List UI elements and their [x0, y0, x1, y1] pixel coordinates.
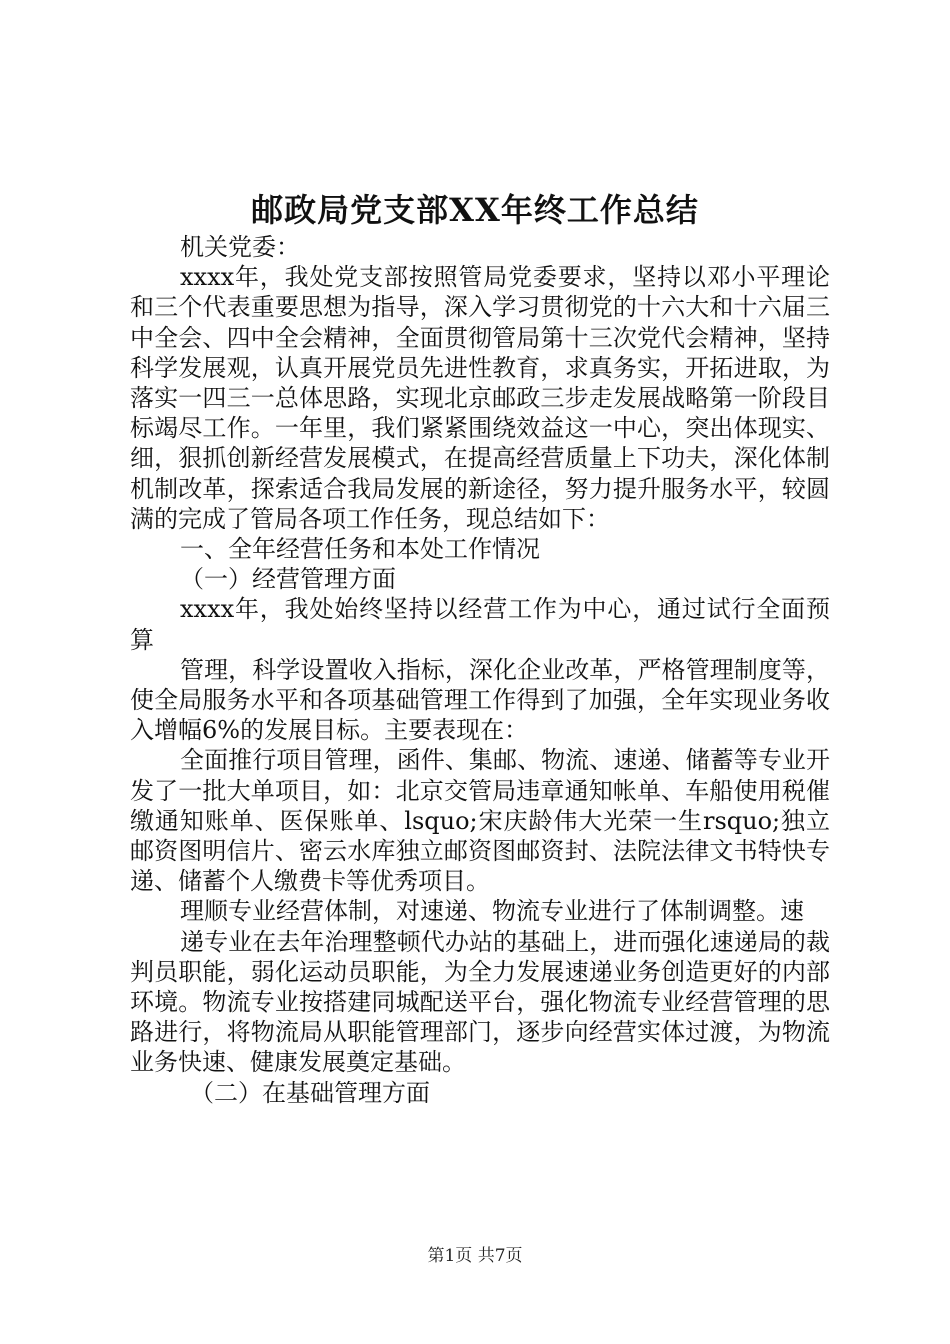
salutation: 机关党委：: [180, 233, 300, 261]
paragraph-system: 理顺专业经营体制，对速递、物流专业进行了体制调整。速: [180, 897, 804, 926]
section-heading-1: 一、全年经营任务和本处工作情况: [180, 535, 540, 564]
paragraph-projects: 全面推行项目管理，函件、集邮、物流、速递、储蓄等专业开发了一批大单项目，如：北京交管局违章通知帐单、车船使用税催缴通知账单、医保账单、lsquo;宋庆龄伟大光荣一生rsquo;独立邮资图明信片、密云水库独立邮资图邮资封、法院法律文书特快专递、储蓄个人缴费卡等优秀项目。: [130, 746, 830, 896]
subsection-heading-2: （二）在基础管理方面: [190, 1078, 430, 1107]
intro-paragraph: xxxx年，我处党支部按照管局党委要求，坚持以邓小平理论和三个代表重要思想为指导，深入学习贯彻党的十六大和十六届三中全会、四中全会精神，全面贯彻管局第十三次党代会精神，坚持科学发展观，认真开展党员先进性教育，求真务实，开拓进取，为落实一四三一总体思路，实现北京邮政三步走发展战略第一阶段目标竭尽工作。一年里，我们紧紧围绕效益这一中心，突出体现实、细，狠抓创新经营发展模式，在提高经营质量上下功夫，深化体制机制改革，探索适合我局发展的新途径，努力提升服务水平，较圆满的完成了管局各项工作任务，现总结如下：: [130, 263, 830, 533]
subsection-heading-1: （一）经营管理方面: [180, 565, 396, 594]
page-number: 第1页 共7页: [427, 1246, 523, 1266]
paragraph-budget: 管理，科学设置收入指标，深化企业改革，严格管理制度等，使全局服务水平和各项基础管理工作得到了加强，全年实现业务收入增幅6%的发展目标。主要表现在：: [130, 655, 830, 745]
document-title: 邮政局党支部XX年终工作总结: [251, 191, 699, 229]
document-body: [130, 232, 830, 1108]
paragraph-operations: xxxx年，我处始终坚持以经营工作为中心，通过试行全面预算: [130, 595, 830, 654]
paragraph-express: 递专业在去年治理整顿代办站的基础上，进而强化速递局的裁判员职能，弱化运动员职能，为全力发展速递业务创造更好的内部环境。物流专业按搭建同城配送平台，强化物流专业经营管理的思路进行，将物流局从职能管理部门，逐步向经营实体过渡，为物流业务快速、健康发展奠定基础。: [130, 927, 830, 1077]
